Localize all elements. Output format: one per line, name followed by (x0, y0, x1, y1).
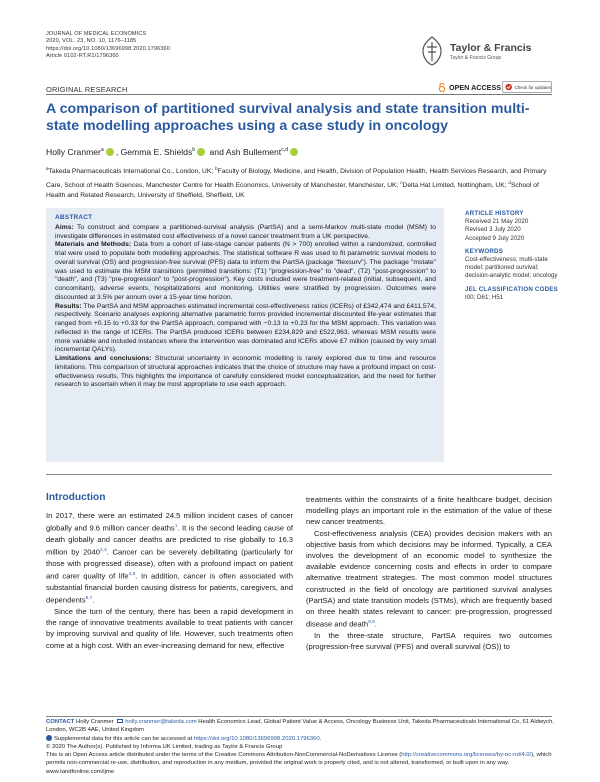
affil-sup: a (46, 166, 49, 171)
copyright-line: © 2020 The Author(s). Published by Informa UK Limited, trading as Taylor & Francis Group (46, 743, 283, 750)
abstract-limitations-label: Limitations and conclusions: (55, 355, 152, 362)
author-list: Holly Cranmer$^a$ , Gemma E. Shields$^b$ and Ash Bullement$^{c,d}$ (46, 147, 300, 157)
author-affil-sup: b (192, 147, 196, 154)
abstract-results-text: The PartSA and MSM approaches estimated incremental cost-effectiveness ratios (ICERs) of £342,474 and £411,574, respectively. Scenario analyses exploring alternative parametric forms provided incremental discounted life-year estimates that ranged from +0.15 to +0.33 for the PartSA approach, compared with −0.13 to +0.23 for the MSM approach. This variation was reflected in the range of ICERs. The PartSA produced ICERs between £234,829 and £522,963, whereas MSM results were more variable and included instances where the intervention was dominated and ICERs above £7 million (caused by very small incremental QALYs). (55, 302, 436, 354)
journal-header (46, 31, 170, 60)
open-access-label: OPEN ACCESS (449, 82, 502, 92)
journal-doi[interactable]: https://doi.org/10.1080/13696998.2020.1796360 (46, 45, 170, 52)
publisher-group: Taylor & Francis Group (450, 55, 502, 61)
body-column-right (306, 494, 552, 652)
article-sidebar (465, 210, 565, 307)
received-date: Received 21 May 2020 (465, 218, 529, 226)
keywords-block (465, 248, 565, 281)
citation[interactable]: 6,7 (85, 596, 93, 602)
abstract-divider (46, 474, 552, 475)
abstract-box (46, 208, 444, 462)
affil-sup: c (400, 179, 403, 185)
article-history (465, 210, 565, 243)
open-lock-icon (438, 82, 446, 92)
abstract-limitations (55, 355, 436, 390)
text-run: . Cancer can be severely debilitating (particularly for those with progressed disease), often with a profound impact on patient and carer quality of life (46, 547, 293, 581)
keywords-text: Cost-effectiveness; multi-state model; partitioned survival; decision-analytic model; oncology (465, 256, 558, 280)
article-title: A comparison of partitioned survival analysis and state transition multi-state modelling approaches using a case study in oncology (46, 101, 530, 134)
orcid-icon[interactable] (197, 148, 205, 156)
abstract-limitations-text: Structural uncertainty in economic modelling is rarely explored due to time and resource limitations. This comparison of structural approaches indicates that the choice of structure may have a profound impact on cost-effectiveness results. This highlights the importance of carefully considered model conceptualization, and the need for further research to ascertain when it may be most appropriate to use each approach. (55, 355, 436, 389)
affiliation-text: School of Health and Related Research, University of Sheffield, Sheffield, UK (46, 181, 539, 200)
jel-heading: JEL CLASSIFICATION CODES (465, 285, 558, 293)
citation[interactable]: 4,5 (128, 572, 136, 578)
orcid-icon[interactable] (290, 148, 298, 156)
journal-article-id: Article 0102-RT.R1/1796360 (46, 52, 119, 59)
contact-line (46, 718, 558, 735)
introduction-heading: Introduction (46, 492, 106, 503)
citation[interactable]: 8,9 (368, 620, 375, 626)
supplemental-link[interactable]: https://doi.org/10.1080/13696998.2020.1796360 (193, 735, 320, 742)
abstract-heading: ABSTRACT (55, 214, 93, 221)
taylor-francis-icon (420, 36, 444, 66)
publisher-logo[interactable] (420, 34, 550, 68)
abstract-methods-label: Materials and Methods: (55, 241, 132, 249)
text-run: . (319, 735, 322, 742)
abstract-aims-text: To construct and compare a partitioned-survival analysis (PartSA) and a semi-Markov multi-state model (MSM) to investigate differences in estimated cost effectiveness of a novel cancer treatment from a UK perspective. (55, 223, 436, 240)
revised-date: Revised 3 July 2020 (465, 226, 521, 234)
page-footer (46, 718, 558, 776)
affiliation-text: Faculty of Biology, Medicine, and Health, Division of Population Health, Health Services Research, and Primary Care, School of Health Sciences, Manchester Centre for Health Economics, University of Manchester, Manchester, UK; (46, 168, 547, 189)
publisher-name: Taylor & Francis (450, 42, 532, 54)
supplemental-line (46, 735, 558, 743)
citation[interactable]: 1 (174, 524, 178, 530)
contact-email-link[interactable]: holly.cranmer@takeda.com (125, 719, 197, 725)
license-line (46, 751, 558, 768)
orcid-icon[interactable] (106, 148, 114, 156)
contact-name: Holly Cranmer (74, 719, 116, 725)
contact-label: CONTACT (46, 719, 75, 725)
author-affil-sup: c,d (281, 147, 289, 154)
intro-paragraph-5: In the three-state structure, PartSA requires two outcomes (progression-free survival (PFS) and overall survival (OS)) to (306, 630, 552, 652)
author-name[interactable]: Gemma E. Shields (120, 147, 193, 157)
supplemental-icon (46, 735, 52, 741)
abstract-methods (55, 241, 436, 302)
abstract-results-label: Results: (55, 302, 82, 310)
text-run: . (92, 595, 95, 605)
affil-sup: b (215, 166, 218, 171)
author-affil-sup: a (100, 147, 104, 154)
open-access-badge (438, 82, 501, 92)
author-name[interactable]: Holly Cranmer (46, 147, 101, 157)
intro-paragraph-1 (46, 510, 293, 606)
accepted-date: Accepted 9 July 2020 (465, 234, 525, 242)
affiliation-text: Delta Hat Limited, Nottingham, UK; (402, 181, 509, 189)
abstract-results (55, 303, 436, 356)
keywords-heading: KEYWORDS (465, 247, 504, 255)
affiliation-text: Takeda Pharmaceuticals International Co., London, UK; (48, 168, 216, 176)
license-link[interactable]: http://creativecommons.org/licenses/by-nc-nd/4.0/ (401, 752, 532, 759)
abstract-methods-text: Data from a cohort of late-stage cancer patients (N > 700) enrolled within a randomized, controlled trial were used to populate both modelling approaches. The statistical software R was used to fit parametric survival models to overall survival (OS) and progression-free survival (PFS) data to inform the PartSA (package "flexsurv"). The package "mstate" was used to estimate the MSM transitions (permitted transitions: (T1) "progression-free" to "dead", (T2) "post-progression" to "death", and (T3) "pre-progression" to "post-progression"). Key costs included were treatment-related (initial, subsequent, and concomitant), adverse events, hospitalizations and monitoring. Utilities were stratified by progression. Outcomes were discounted at 3.5% per annum over a 15-year time horizon. (55, 241, 437, 301)
intro-paragraph-4 (306, 528, 552, 630)
supplemental-text: Supplemental data for this article can be accessed at (54, 735, 194, 742)
section-label: ORIGINAL RESEARCH (46, 85, 128, 94)
text-run: . It is the second leading cause of death globally and cancer deaths are predicted to rise globally to 16.3 million by 2040 (46, 523, 294, 557)
journal-volume: 2020, VOL. 23, NO. 10, 1176–1185 (46, 38, 137, 45)
citation[interactable]: 2,3 (99, 548, 107, 554)
jel-text: I00; D61; H51 (465, 293, 504, 301)
article-history-heading: ARTICLE HISTORY (465, 210, 524, 217)
affil-sup: d (508, 179, 511, 185)
text-run: In 2017, there were an estimated 24.5 million incident cases of cancer globally and 9.6 million cancer deaths (46, 511, 293, 533)
email-icon (117, 719, 123, 723)
intro-paragraph-3: treatments within the constraints of a finite healthcare budget, decision modelling plays an important role in the estimation of the value of these new cancer treatments. (306, 495, 552, 527)
text-run: . (374, 619, 377, 629)
intro-paragraph-2: Since the turn of the century, there has been a rapid development in the range of innovative treatments available to treat patients with cancer by improving survival and quality of life. However, such treatments often come at a high cost. With an ever-increasing demand for new, effective (46, 606, 293, 650)
text-run: Cost-effectiveness analysis (CEA) provides decision makers with an objective basis from which decisions may be informed. Typically, a CEA involves the development of an economic model to synthesize the available evidence concerning costs and effects in order to compare alternative treatment strategies. The most common model structures constructed in the field of oncology are partitioned survival analyses (PartSA) and state transition models (STMs), which are frequently based on three health states relevant to cancer: pre-progression, progressed disease and death (306, 528, 552, 629)
footer-divider (46, 716, 552, 717)
abstract-aims-label: Aims: (55, 223, 74, 231)
journal-name: JOURNAL OF MEDICAL ECONOMICS (46, 31, 147, 37)
check-updates-label: Check for updates (514, 84, 551, 90)
contact-details: Health Economics Lead, Global Patient Value & Access, Oncology Business Unit, Takeda Pharmaceuticals International Co, 61 Aldwych, London, WC2B 4AE, United Kingdom (46, 719, 554, 734)
body-column-left (46, 492, 293, 651)
author-name[interactable]: and Ash Bullement (209, 147, 282, 157)
affiliations (46, 164, 558, 202)
check-updates-button[interactable] (502, 81, 552, 93)
license-text: This is an Open Access article distributed under the terms of the Creative Commons Attribution-NonCommercial-NoDerivatives License ( (46, 752, 402, 759)
license-text: ), which permits non-commercial re-use, distribution, and reproduction in any medium, provided the original work is properly cited, and is not altered, transformed, or built upon in any way. (46, 752, 552, 767)
text-run: . In addition, cancer is often associated with substantial financial burden causing distress for patients, caregivers, and dependents (46, 571, 293, 605)
top-divider (46, 94, 552, 95)
website-link[interactable]: www.tandfonline.com/ijme (46, 768, 115, 775)
check-updates-icon (505, 83, 512, 91)
abstract-aims (55, 224, 436, 242)
jel-block (465, 286, 565, 302)
